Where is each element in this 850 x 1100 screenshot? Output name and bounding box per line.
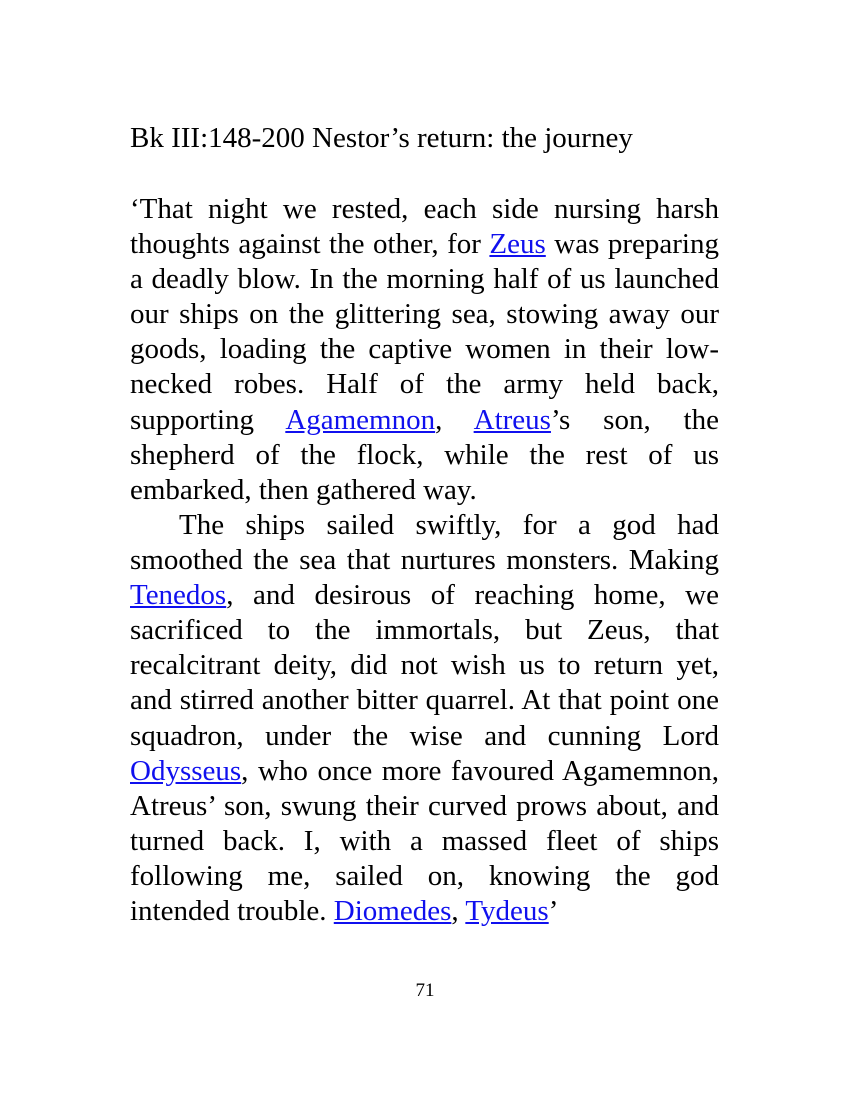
link-atreus[interactable]: Atreus xyxy=(473,403,551,436)
text-run: , xyxy=(451,895,466,928)
paragraph-1 xyxy=(130,192,719,508)
text-run: was preparing a deadly blow. In the morning half of us launched our ships on the glittering sea, stowing away our goods, loading the captive women in their low-necked robes. Half of the army held back, supporting xyxy=(130,228,719,436)
text-run: , and desirous of reaching home, we sacrificed to the immortals, but Zeus, that recalcitrant deity, did not wish us to return yet, and stirred another bitter quarrel. At that point one squadron, under the wise and cunning Lord xyxy=(130,579,719,752)
text-run: ’s son, the shepherd of the flock, while the rest of us embarked, then gathered way. xyxy=(130,403,719,506)
paragraph-2 xyxy=(130,508,719,929)
link-zeus[interactable]: Zeus xyxy=(489,228,546,261)
text-run: , who once more favoured Agamemnon, Atreus’ son, swung their curved prows about, and turned back. I, with a massed fleet of ships following me, sailed on, knowing the god intended trouble. xyxy=(130,754,719,928)
text-run: , xyxy=(435,403,474,436)
section-title: Bk III:148-200 Nestor’s return: the journey xyxy=(130,122,633,154)
link-diomedes[interactable]: Diomedes xyxy=(333,895,452,928)
text-run: ‘That night we rested, each side nursing harsh thoughts against the other, for xyxy=(130,193,719,261)
text-run: ’ xyxy=(548,895,559,928)
text-run: The ships sailed swiftly, for a god had smoothed the sea that nurtures monsters. Making xyxy=(130,509,719,577)
link-tydeus[interactable]: Tydeus xyxy=(465,895,549,928)
link-agamemnon[interactable]: Agamemnon xyxy=(285,403,436,436)
page-number: 71 xyxy=(415,980,435,1001)
link-odysseus[interactable]: Odysseus xyxy=(130,754,242,787)
link-tenedos[interactable]: Tenedos xyxy=(130,579,227,612)
